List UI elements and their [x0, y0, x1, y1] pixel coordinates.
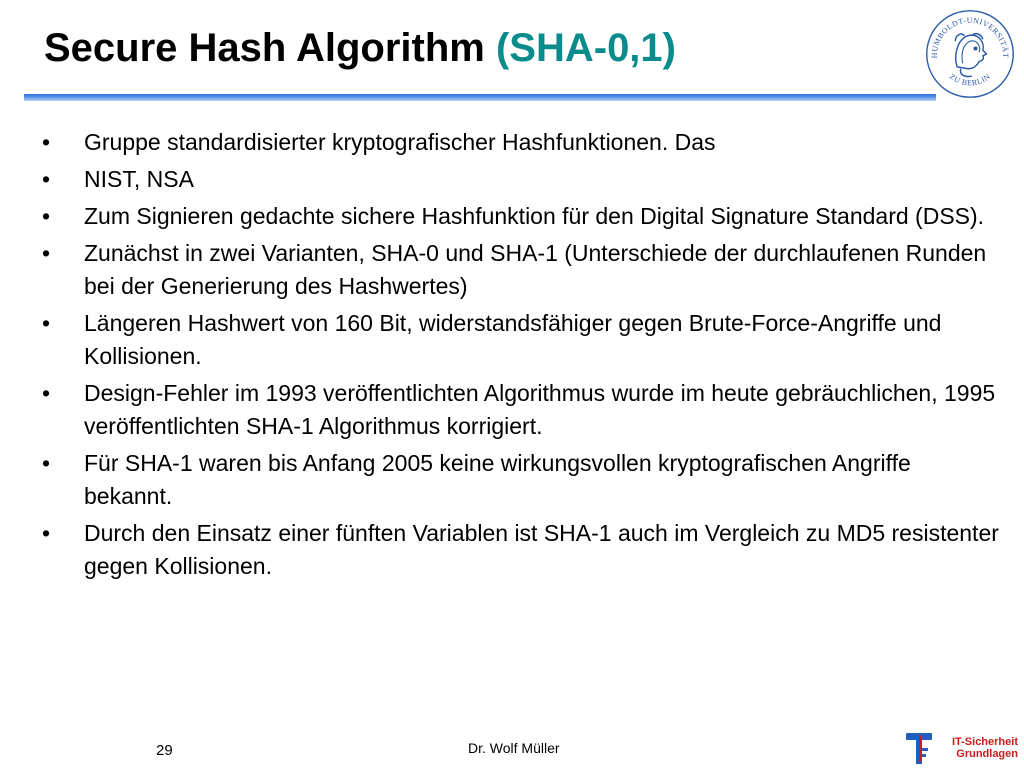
- bullet-item: [40, 237, 1000, 303]
- brand-line-1: IT-Sicherheit: [951, 736, 1018, 748]
- bullet-item: [40, 126, 1000, 159]
- bullet-item: [40, 377, 1000, 443]
- bullet-item: [40, 200, 1000, 233]
- bullet-list: [40, 126, 1000, 587]
- bullet-marker: •: [42, 203, 51, 229]
- university-seal-icon: [924, 8, 1016, 100]
- slide-title: [44, 24, 676, 72]
- bullet-text: NIST, NSA: [84, 166, 194, 192]
- bullet-item: [40, 307, 1000, 373]
- bullet-marker: •: [42, 520, 51, 546]
- bullet-text: Längeren Hashwert von 160 Bit, widerstandsfähiger gegen Brute-Force-Angriffe und Kollisionen.: [84, 310, 942, 369]
- page-number: 29: [156, 742, 173, 759]
- bullet-item: [40, 517, 1000, 583]
- key-icon: [904, 730, 938, 766]
- logo-text-bottom: ZU BERLIN: [947, 71, 993, 88]
- bullet-text: Zunächst in zwei Varianten, SHA-0 und SHA-1 (Unterschiede der durchlaufenen Runden bei der Generierung des Hashwertes): [84, 240, 987, 299]
- brand-line-2: Grundlagen: [956, 748, 1018, 760]
- bullet-marker: •: [42, 240, 51, 266]
- title-main: Secure Hash Algorithm: [44, 26, 485, 70]
- bullet-marker: •: [42, 380, 51, 406]
- course-brand: [940, 736, 1018, 760]
- bullet-text: Durch den Einsatz einer fünften Variablen ist SHA-1 auch im Vergleich zu MD5 resistenter gegen Kollisionen.: [84, 520, 999, 579]
- bullet-item: [40, 447, 1000, 513]
- bullet-marker: •: [42, 129, 51, 155]
- title-accent: (SHA-0,1): [495, 26, 676, 70]
- logo-text-top: HUMBOLDT-UNIVERSITÄT: [929, 15, 1011, 59]
- bullet-marker: •: [42, 166, 51, 192]
- bullet-text: Für SHA-1 waren bis Anfang 2005 keine wirkungsvollen kryptografischen Angriffe bekannt.: [84, 450, 911, 509]
- bullet-marker: •: [42, 450, 51, 476]
- author-name: Dr. Wolf Müller: [468, 740, 560, 756]
- title-divider: [24, 94, 936, 101]
- bullet-text: Design-Fehler im 1993 veröffentlichten Algorithmus wurde im heute gebräuchlichen, 1995 veröffentlichten SHA-1 Algorithmus korrigiert.: [84, 380, 996, 439]
- bullet-text: Zum Signieren gedachte sichere Hashfunktion für den Digital Signature Standard (DSS).: [84, 203, 985, 229]
- bullet-item: [40, 163, 1000, 196]
- bullet-text: Gruppe standardisierter kryptografischer Hashfunktionen. Das: [84, 129, 716, 155]
- bullet-marker: •: [42, 310, 51, 336]
